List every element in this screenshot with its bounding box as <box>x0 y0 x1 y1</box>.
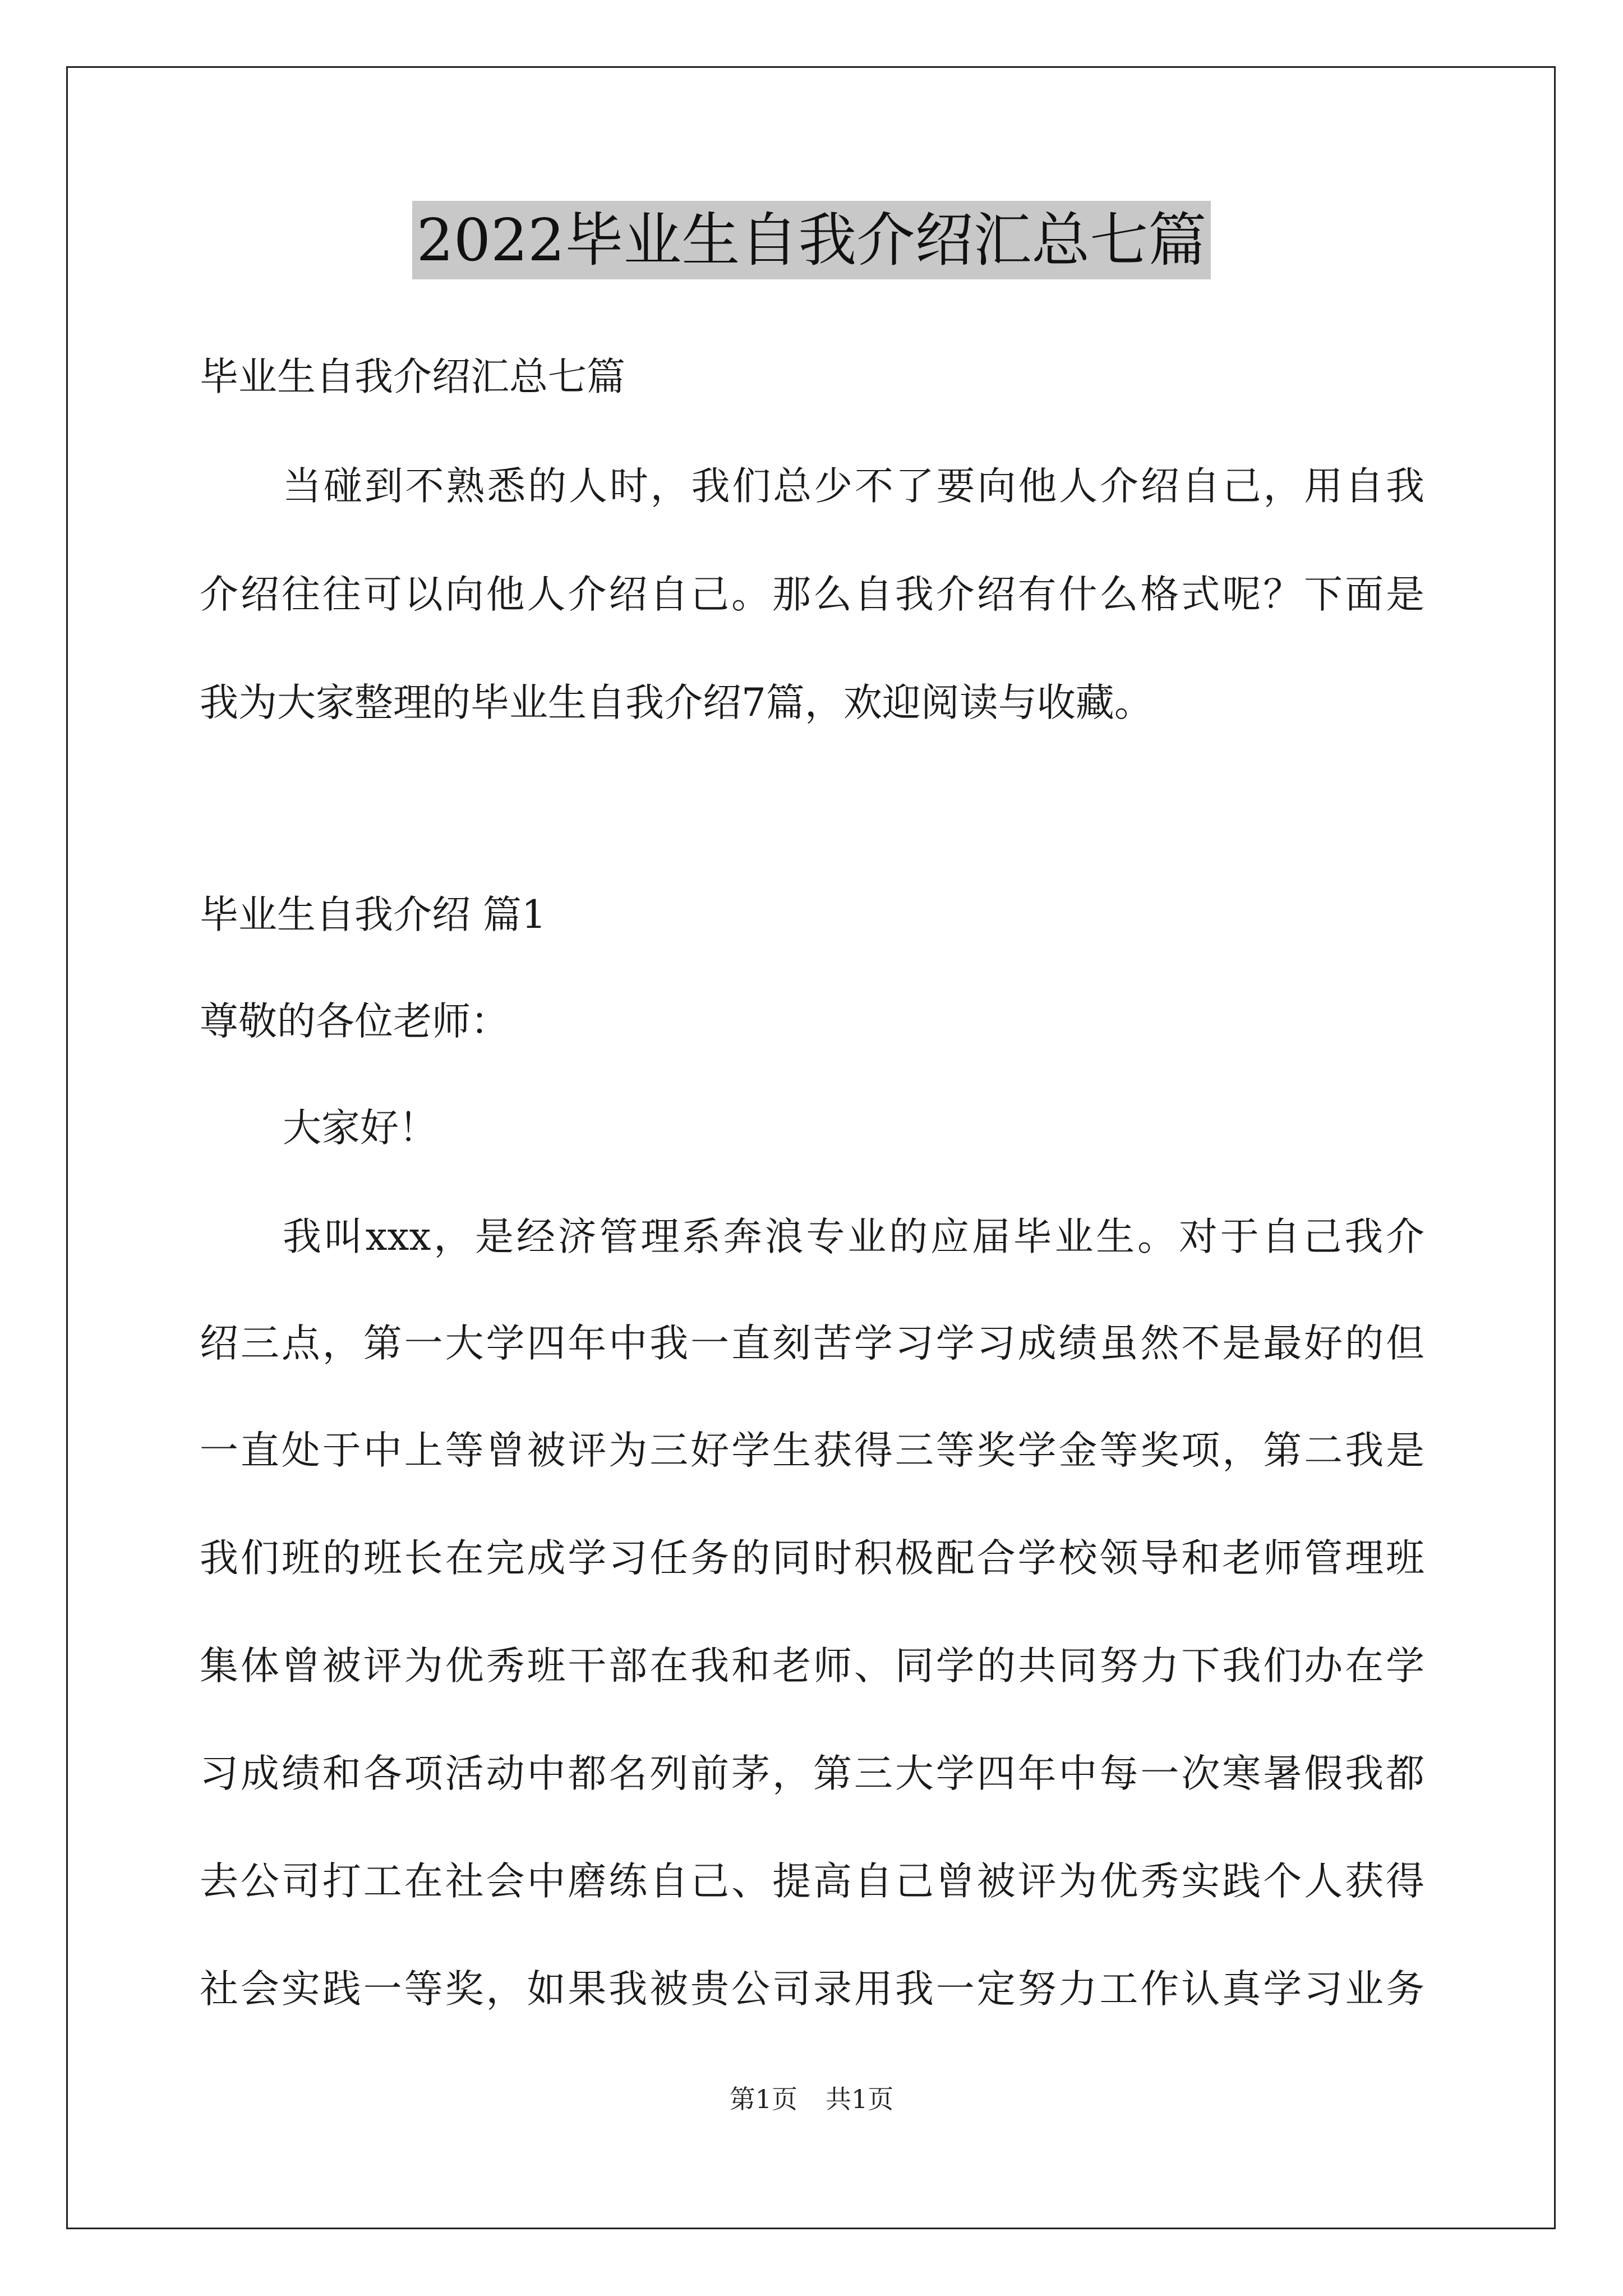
greeting: 大家好！ <box>283 1106 437 1151</box>
section-heading: 毕业生自我介绍 篇1 <box>200 892 546 937</box>
intro-line-2: 介绍往往可以向他人介绍自己。那么自我介绍有什么格式呢？下面是 <box>200 572 1424 617</box>
body-line-3: 一直处于中上等曾被评为三好学生获得三等奖学金等奖项，第二我是 <box>200 1428 1424 1473</box>
document-title: 2022毕业生自我介绍汇总七篇 <box>412 201 1211 279</box>
body-line-1: 我叫xxx，是经济管理系奔浪专业的应届毕业生。对于自己我介 <box>283 1214 1424 1259</box>
page-number: 第1页 <box>729 2084 797 2114</box>
body-line-6: 习成绩和各项活动中都名列前茅，第三大学四年中每一次寒暑假我都 <box>200 1751 1424 1796</box>
salutation: 尊敬的各位老师： <box>200 999 509 1044</box>
body-line-5: 集体曾被评为优秀班干部在我和老师、同学的共同努力下我们办在学 <box>200 1644 1424 1688</box>
title-container <box>0 201 1623 279</box>
document-subtitle: 毕业生自我介绍汇总七篇 <box>200 355 625 399</box>
page-total: 共1页 <box>826 2084 894 2114</box>
body-line-4: 我们班的班长在完成学习任务的同时积极配合学校领导和老师管理班 <box>200 1536 1424 1581</box>
page-footer <box>0 2082 1623 2116</box>
intro-line-1: 当碰到不熟悉的人时，我们总少不了要向他人介绍自己，用自我 <box>283 464 1424 509</box>
body-line-2: 绍三点，第一大学四年中我一直刻苦学习学习成绩虽然不是最好的但 <box>200 1321 1424 1366</box>
body-line-8: 社会实践一等奖，如果我被贵公司录用我一定努力工作认真学习业务 <box>200 1967 1424 2012</box>
intro-line-3: 我为大家整理的毕业生自我介绍7篇，欢迎阅读与收藏。 <box>200 680 1153 725</box>
body-line-7: 去公司打工在社会中磨练自己、提高自己曾被评为优秀实践个人获得 <box>200 1859 1424 1904</box>
